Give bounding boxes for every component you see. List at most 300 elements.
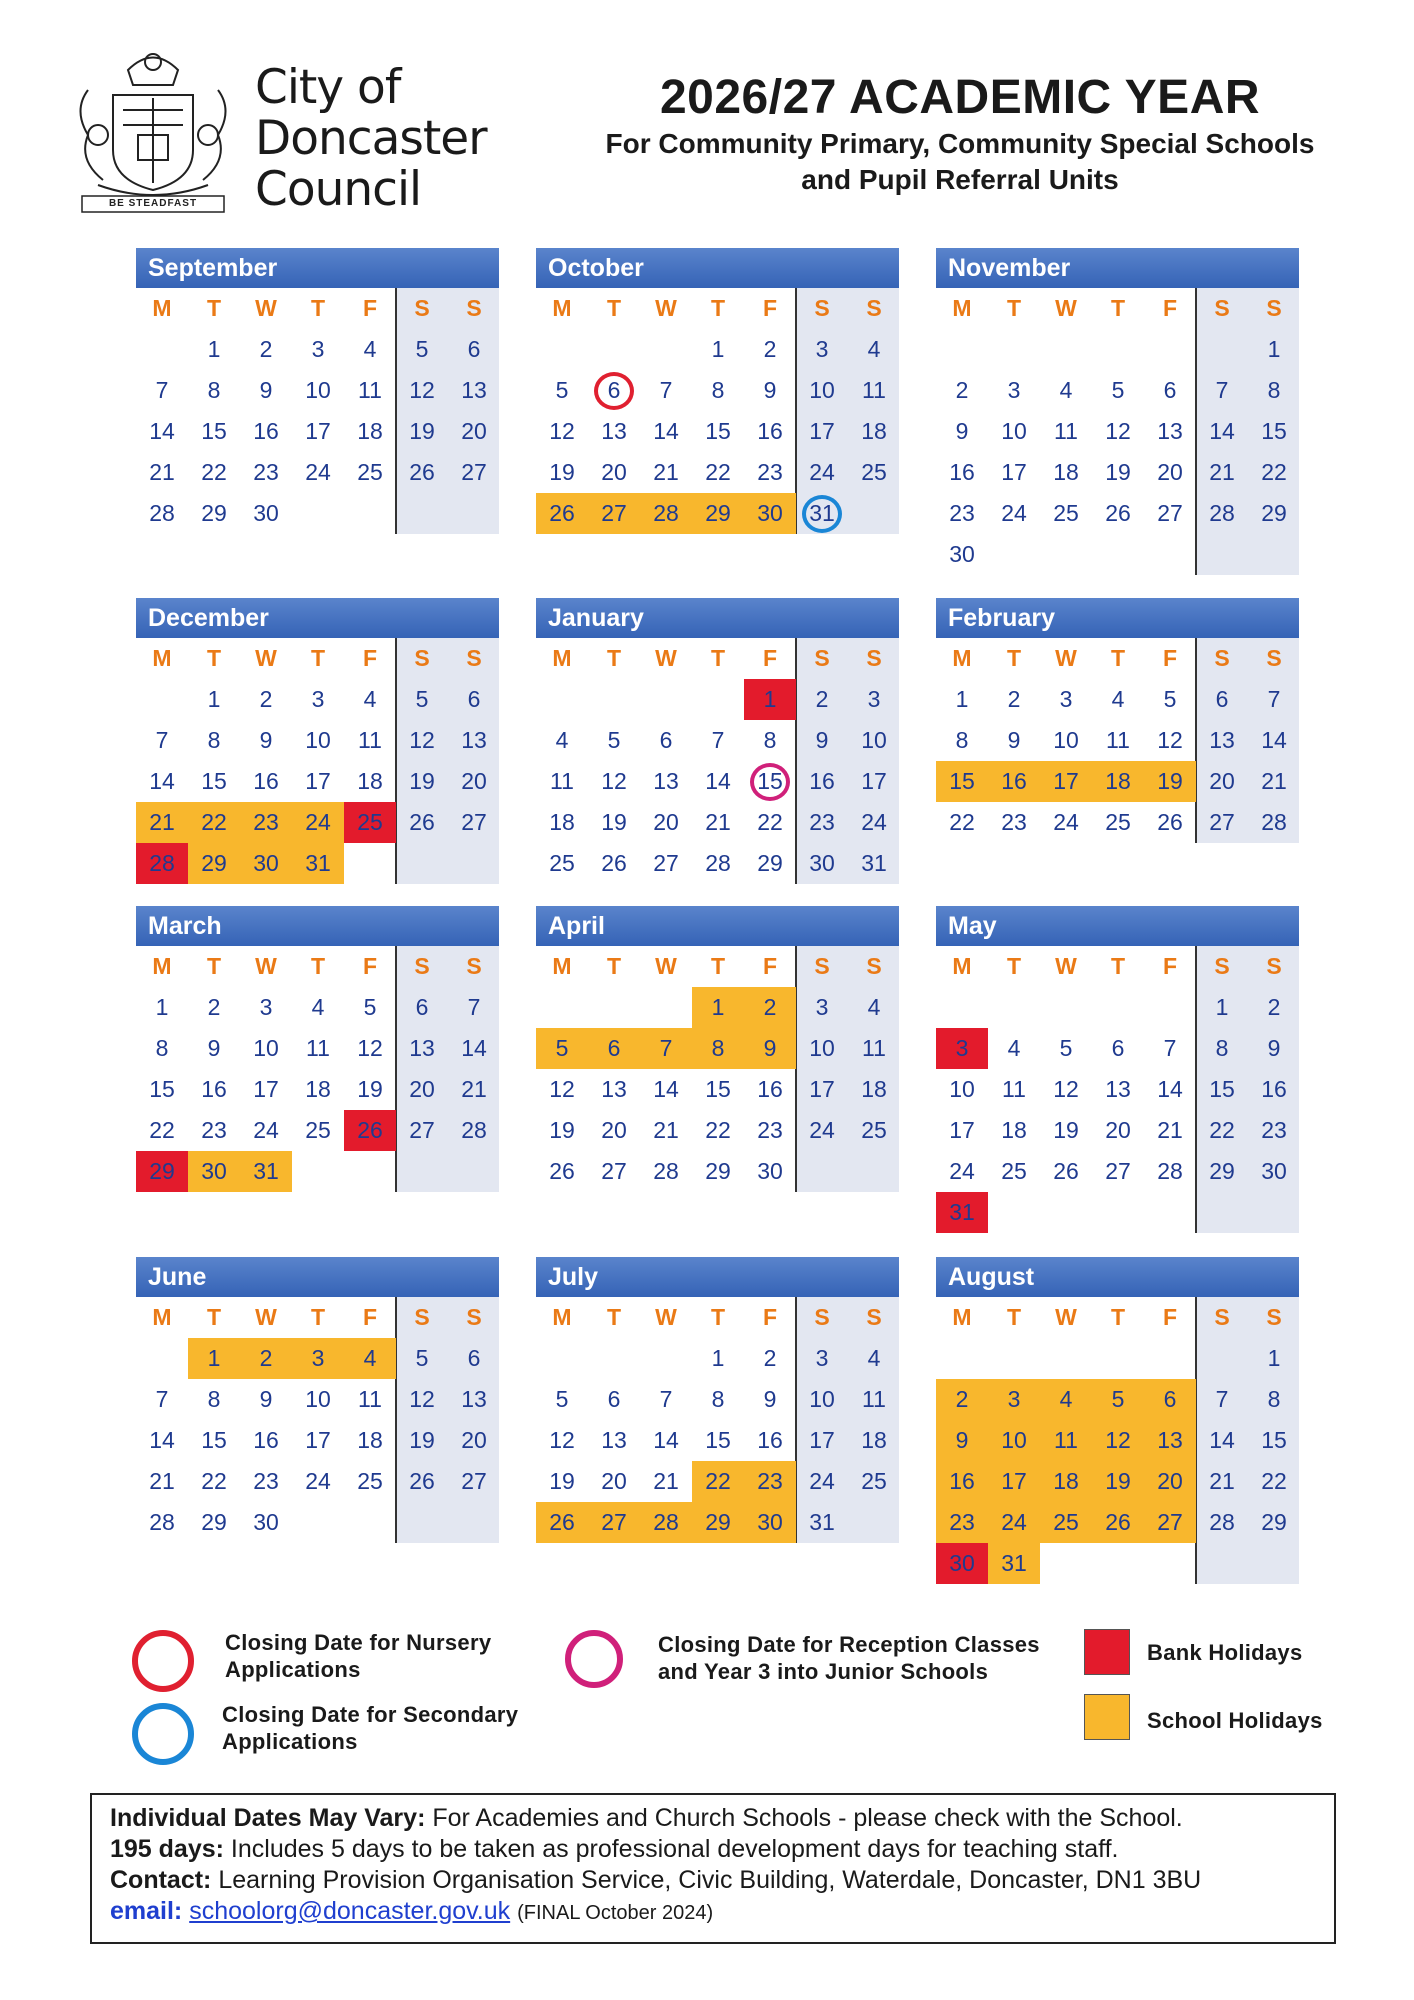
day-cell: 29 [136, 1151, 188, 1192]
day-cell: 15 [757, 768, 783, 794]
day-cell: 1 [744, 679, 796, 720]
day-cell: 1 [188, 1338, 240, 1379]
weekday-header: T [310, 645, 326, 671]
day-cell: 3 [815, 994, 829, 1020]
day-cell: 19 [409, 768, 435, 794]
day-cell: 1 [1267, 336, 1281, 362]
day-cell: 3 [815, 336, 829, 362]
day-cell: 9 [259, 1386, 273, 1412]
weekday-header: F [762, 1304, 778, 1330]
weekday-header: M [952, 1304, 972, 1330]
day-cell: 7 [467, 994, 481, 1020]
weekday-header: M [152, 295, 172, 321]
day-cell: 15 [936, 761, 988, 802]
day-cell: 7 [711, 727, 725, 753]
day-cell: 23 [809, 809, 835, 835]
day-cell: 16 [757, 418, 783, 444]
day-cell: 17 [1040, 761, 1092, 802]
day-cell: 10 [305, 377, 331, 403]
month-header: August [936, 1257, 1299, 1297]
day-cell: 24 [305, 459, 331, 485]
day-cell: 10 [809, 1386, 835, 1412]
school-holiday-swatch [1084, 1694, 1130, 1740]
day-cell: 23 [757, 1117, 783, 1143]
day-cell: 2 [259, 686, 273, 712]
day-cell: 24 [305, 1468, 331, 1494]
day-cell: 9 [763, 1386, 777, 1412]
day-cell: 25 [861, 1468, 887, 1494]
day-cell: 20 [601, 459, 627, 485]
weekday-header: F [362, 645, 378, 671]
day-cell: 21 [1157, 1117, 1183, 1143]
day-cell: 12 [549, 1427, 575, 1453]
day-cell: 26 [1105, 500, 1131, 526]
day-cell: 1 [955, 686, 969, 712]
month-header: February [936, 598, 1299, 638]
day-cell: 24 [988, 1502, 1040, 1543]
day-cell: 24 [292, 802, 344, 843]
day-cell: 21 [705, 809, 731, 835]
day-cell: 5 [415, 336, 429, 362]
day-cell: 14 [149, 418, 175, 444]
day-cell: 2 [936, 1379, 988, 1420]
day-cell: 25 [861, 459, 887, 485]
day-cell: 14 [1157, 1076, 1183, 1102]
day-cell: 14 [149, 768, 175, 794]
weekday-header: T [710, 1304, 726, 1330]
day-cell: 11 [358, 1386, 382, 1412]
weekday-header: S [466, 953, 482, 979]
council-name-line-3: Council [255, 162, 422, 217]
weekday-header: S [414, 295, 430, 321]
day-cell: 19 [1053, 1117, 1079, 1143]
day-cell: 10 [809, 1035, 835, 1061]
day-cell: 14 [1261, 727, 1287, 753]
page-title-block [520, 70, 1400, 198]
day-cell: 8 [955, 727, 969, 753]
day-cell: 11 [1040, 1420, 1092, 1461]
day-cell: 5 [536, 1028, 588, 1069]
day-cell: 26 [1092, 1502, 1144, 1543]
day-cell: 31 [240, 1151, 292, 1192]
day-cell: 29 [692, 493, 744, 534]
weekday-header: M [552, 295, 572, 321]
day-cell: 13 [601, 1076, 627, 1102]
day-cell: 24 [253, 1117, 279, 1143]
day-cell: 4 [1111, 686, 1125, 712]
day-cell: 17 [988, 1461, 1040, 1502]
day-cell: 6 [467, 1345, 481, 1371]
weekday-header: S [466, 295, 482, 321]
day-cell: 21 [653, 1468, 679, 1494]
weekday-header: S [1214, 1304, 1230, 1330]
day-cell: 8 [155, 1035, 169, 1061]
weekday-header: S [1266, 953, 1282, 979]
day-cell: 20 [461, 1427, 487, 1453]
day-cell: 10 [861, 727, 887, 753]
day-cell: 4 [867, 1345, 881, 1371]
day-cell: 16 [253, 418, 279, 444]
day-cell: 27 [461, 459, 487, 485]
day-cell: 8 [207, 727, 221, 753]
day-cell: 13 [409, 1035, 435, 1061]
nursery-ring-icon [132, 1630, 194, 1692]
day-cell: 16 [201, 1076, 227, 1102]
weekday-header: T [1110, 295, 1126, 321]
weekday-header: S [466, 645, 482, 671]
day-cell: 29 [692, 1502, 744, 1543]
day-cell: 26 [601, 850, 627, 876]
month-days-grid [936, 288, 1299, 575]
day-cell: 30 [744, 493, 796, 534]
footer-days-row [110, 1834, 1334, 1865]
weekday-header: W [255, 645, 277, 671]
day-cell: 1 [711, 336, 725, 362]
footer-contact-text: Learning Provision Organisation Service, Civic Building, Waterdale, Doncaster, DN1 3BU [218, 1866, 1202, 1894]
day-cell: 14 [653, 1427, 679, 1453]
weekday-header: M [952, 295, 972, 321]
weekday-header: F [1162, 1304, 1178, 1330]
day-cell: 26 [536, 1502, 588, 1543]
day-cell: 18 [1092, 761, 1144, 802]
day-cell: 6 [607, 377, 621, 403]
month-april [536, 906, 899, 1192]
day-cell: 27 [1157, 500, 1183, 526]
day-cell: 13 [461, 727, 487, 753]
month-august [936, 1257, 1299, 1584]
day-cell: 31 [809, 500, 835, 526]
weekday-header: F [362, 295, 378, 321]
month-days-grid [536, 638, 899, 884]
weekday-header: W [655, 1304, 677, 1330]
day-cell: 17 [305, 768, 331, 794]
day-cell: 10 [949, 1076, 975, 1102]
weekday-header: S [1214, 645, 1230, 671]
day-cell: 25 [344, 802, 396, 843]
page-subtitle-line-2: and Pupil Referral Units [801, 164, 1119, 195]
bank-holiday-swatch [1084, 1629, 1130, 1675]
day-cell: 20 [1105, 1117, 1131, 1143]
day-cell: 8 [1267, 1386, 1281, 1412]
day-cell: 19 [1092, 1461, 1144, 1502]
day-cell: 20 [1157, 459, 1183, 485]
day-cell: 3 [936, 1028, 988, 1069]
day-cell: 23 [1261, 1117, 1287, 1143]
day-cell: 27 [601, 1158, 627, 1184]
day-cell: 3 [867, 686, 881, 712]
weekday-header: T [1006, 295, 1022, 321]
day-cell: 22 [949, 809, 975, 835]
weekday-header: W [1055, 645, 1077, 671]
day-cell: 3 [311, 686, 325, 712]
day-cell: 2 [815, 686, 829, 712]
footer-email-link[interactable]: schoolorg@doncaster.gov.uk [189, 1897, 511, 1925]
day-cell: 10 [1053, 727, 1079, 753]
day-cell: 25 [1053, 500, 1079, 526]
weekday-header: M [552, 953, 572, 979]
day-cell: 24 [861, 809, 887, 835]
day-cell: 25 [357, 1468, 383, 1494]
day-cell: 28 [1209, 1509, 1235, 1535]
day-cell: 27 [1105, 1158, 1131, 1184]
weekday-header: T [1006, 645, 1022, 671]
day-cell: 27 [461, 809, 487, 835]
day-cell: 14 [653, 1076, 679, 1102]
day-cell: 19 [409, 418, 435, 444]
day-cell: 14 [653, 418, 679, 444]
day-cell: 30 [253, 1509, 279, 1535]
day-cell: 18 [861, 1076, 887, 1102]
day-cell: 18 [357, 1427, 383, 1453]
weekday-header: F [1162, 295, 1178, 321]
weekday-header: S [1266, 1304, 1282, 1330]
day-cell: 1 [207, 336, 221, 362]
weekday-header: M [552, 645, 572, 671]
day-cell: 10 [1001, 418, 1027, 444]
month-september [136, 248, 499, 534]
day-cell: 5 [1163, 686, 1177, 712]
day-cell: 19 [549, 1117, 575, 1143]
footer-info-box [90, 1793, 1336, 1944]
day-cell: 24 [1001, 500, 1027, 526]
day-cell: 16 [936, 1461, 988, 1502]
day-cell: 2 [744, 987, 796, 1028]
day-cell: 11 [1054, 418, 1078, 444]
day-cell: 29 [188, 843, 240, 884]
day-cell: 11 [358, 377, 382, 403]
day-cell: 29 [1261, 1509, 1287, 1535]
weekday-header: T [606, 953, 622, 979]
legend-bank-label: Bank Holidays [1147, 1640, 1303, 1665]
weekday-header: S [414, 645, 430, 671]
day-cell: 12 [601, 768, 627, 794]
day-cell: 18 [1053, 459, 1079, 485]
day-cell: 30 [240, 843, 292, 884]
weekday-header: T [606, 1304, 622, 1330]
day-cell: 22 [201, 1468, 227, 1494]
day-cell: 20 [601, 1117, 627, 1143]
day-cell: 8 [711, 377, 725, 403]
month-days-grid [936, 1297, 1299, 1584]
day-cell: 30 [757, 1158, 783, 1184]
day-cell: 27 [409, 1117, 435, 1143]
day-cell: 5 [415, 1345, 429, 1371]
day-cell: 9 [259, 377, 273, 403]
day-cell: 20 [1144, 1461, 1196, 1502]
day-cell: 10 [253, 1035, 279, 1061]
day-cell: 28 [705, 850, 731, 876]
footer-vary-label: Individual Dates May Vary: [110, 1804, 426, 1832]
month-days-grid [536, 1297, 899, 1543]
weekday-header: F [762, 953, 778, 979]
day-cell: 28 [1261, 809, 1287, 835]
month-header: January [536, 598, 899, 638]
weekday-header: S [866, 295, 882, 321]
day-cell: 26 [549, 1158, 575, 1184]
day-cell: 1 [155, 994, 169, 1020]
day-cell: 10 [305, 1386, 331, 1412]
day-cell: 22 [149, 1117, 175, 1143]
day-cell: 18 [305, 1076, 331, 1102]
day-cell: 26 [1053, 1158, 1079, 1184]
legend-reception-label: Closing Date for Reception Classes and Year 3 into Junior Schools [658, 1632, 1040, 1684]
council-crest-logo [68, 50, 238, 218]
reception-ring-icon [565, 1630, 623, 1688]
day-cell: 13 [1157, 418, 1183, 444]
weekday-header: M [552, 1304, 572, 1330]
day-cell: 8 [1215, 1035, 1229, 1061]
day-cell: 16 [1261, 1076, 1287, 1102]
month-header: March [136, 906, 499, 946]
weekday-header: T [206, 295, 222, 321]
month-header: May [936, 906, 1299, 946]
day-cell: 8 [207, 377, 221, 403]
day-cell: 20 [1209, 768, 1235, 794]
weekday-header: T [310, 953, 326, 979]
day-cell: 23 [240, 802, 292, 843]
day-cell: 9 [1267, 1035, 1281, 1061]
day-cell: 25 [357, 459, 383, 485]
day-cell: 28 [461, 1117, 487, 1143]
day-cell: 14 [1209, 1427, 1235, 1453]
month-days-grid [136, 1297, 499, 1543]
day-cell: 12 [549, 418, 575, 444]
month-days-grid [936, 638, 1299, 843]
month-november [936, 248, 1299, 575]
day-cell: 22 [757, 809, 783, 835]
month-february [936, 598, 1299, 843]
day-cell: 24 [809, 1468, 835, 1494]
day-cell: 16 [988, 761, 1040, 802]
day-cell: 6 [659, 727, 673, 753]
weekday-header: T [710, 953, 726, 979]
day-cell: 1 [692, 987, 744, 1028]
day-cell: 6 [588, 1028, 640, 1069]
day-cell: 28 [149, 500, 175, 526]
day-cell: 11 [306, 1035, 330, 1061]
weekday-header: T [1110, 953, 1126, 979]
day-cell: 5 [555, 1386, 569, 1412]
day-cell: 19 [409, 1427, 435, 1453]
day-cell: 5 [1111, 377, 1125, 403]
month-may [936, 906, 1299, 1233]
day-cell: 20 [461, 768, 487, 794]
month-header: November [936, 248, 1299, 288]
day-cell: 17 [1001, 459, 1027, 485]
footer-final-note: (FINAL October 2024) [517, 1902, 714, 1924]
weekday-header: S [414, 953, 430, 979]
footer-email-label: email: [110, 1897, 183, 1925]
month-december [136, 598, 499, 884]
day-cell: 22 [692, 1461, 744, 1502]
council-name [255, 62, 487, 215]
day-cell: 12 [1157, 727, 1183, 753]
month-header: July [536, 1257, 899, 1297]
day-cell: 10 [809, 377, 835, 403]
day-cell: 4 [1059, 377, 1073, 403]
day-cell: 13 [1209, 727, 1235, 753]
day-cell: 15 [201, 1427, 227, 1453]
day-cell: 14 [1209, 418, 1235, 444]
day-cell: 29 [757, 850, 783, 876]
day-cell: 18 [357, 768, 383, 794]
day-cell: 17 [305, 1427, 331, 1453]
month-july [536, 1257, 899, 1543]
day-cell: 4 [311, 994, 325, 1020]
day-cell: 5 [1059, 1035, 1073, 1061]
day-cell: 15 [1209, 1076, 1235, 1102]
day-cell: 25 [861, 1117, 887, 1143]
day-cell: 5 [1092, 1379, 1144, 1420]
month-days-grid [936, 946, 1299, 1233]
day-cell: 29 [705, 1158, 731, 1184]
day-cell: 12 [1092, 1420, 1144, 1461]
day-cell: 25 [1001, 1158, 1027, 1184]
day-cell: 12 [357, 1035, 383, 1061]
day-cell: 19 [549, 1468, 575, 1494]
day-cell: 11 [862, 377, 886, 403]
weekday-header: S [866, 645, 882, 671]
page-subtitle-line-1: For Community Primary, Community Special Schools [605, 128, 1315, 159]
day-cell: 9 [1007, 727, 1021, 753]
weekday-header: W [655, 295, 677, 321]
day-cell: 4 [363, 336, 377, 362]
weekday-header: T [606, 295, 622, 321]
day-cell: 11 [358, 727, 382, 753]
day-cell: 18 [861, 418, 887, 444]
day-cell: 15 [1261, 418, 1287, 444]
day-cell: 14 [149, 1427, 175, 1453]
weekday-header: W [255, 1304, 277, 1330]
day-cell: 29 [201, 500, 227, 526]
day-cell: 2 [1007, 686, 1021, 712]
day-cell: 20 [601, 1468, 627, 1494]
day-cell: 8 [763, 727, 777, 753]
day-cell: 31 [988, 1543, 1040, 1584]
day-cell: 16 [253, 1427, 279, 1453]
weekday-header: S [1266, 645, 1282, 671]
month-days-grid [136, 288, 499, 534]
day-cell: 16 [949, 459, 975, 485]
month-days-grid [536, 288, 899, 534]
page-title: 2026/27 ACADEMIC YEAR [659, 71, 1261, 124]
day-cell: 8 [207, 1386, 221, 1412]
day-cell: 26 [409, 809, 435, 835]
day-cell: 7 [1215, 377, 1229, 403]
weekday-header: W [1055, 1304, 1077, 1330]
footer-vary-text: For Academies and Church Schools - please check with the School. [432, 1804, 1183, 1832]
day-cell: 26 [1157, 809, 1183, 835]
weekday-header: T [606, 645, 622, 671]
day-cell: 30 [253, 500, 279, 526]
day-cell: 18 [549, 809, 575, 835]
day-cell: 28 [640, 1502, 692, 1543]
day-cell: 22 [188, 802, 240, 843]
footer-contact-label: Contact: [110, 1866, 212, 1894]
day-cell: 20 [461, 418, 487, 444]
council-name-line-2: Doncaster [255, 111, 487, 166]
weekday-header: W [1055, 953, 1077, 979]
day-cell: 17 [861, 768, 887, 794]
day-cell: 26 [409, 1468, 435, 1494]
day-cell: 27 [1144, 1502, 1196, 1543]
day-cell: 31 [861, 850, 887, 876]
weekday-header: T [1110, 1304, 1126, 1330]
weekday-header: F [362, 953, 378, 979]
day-cell: 26 [409, 459, 435, 485]
day-cell: 30 [744, 1502, 796, 1543]
day-cell: 18 [357, 418, 383, 444]
